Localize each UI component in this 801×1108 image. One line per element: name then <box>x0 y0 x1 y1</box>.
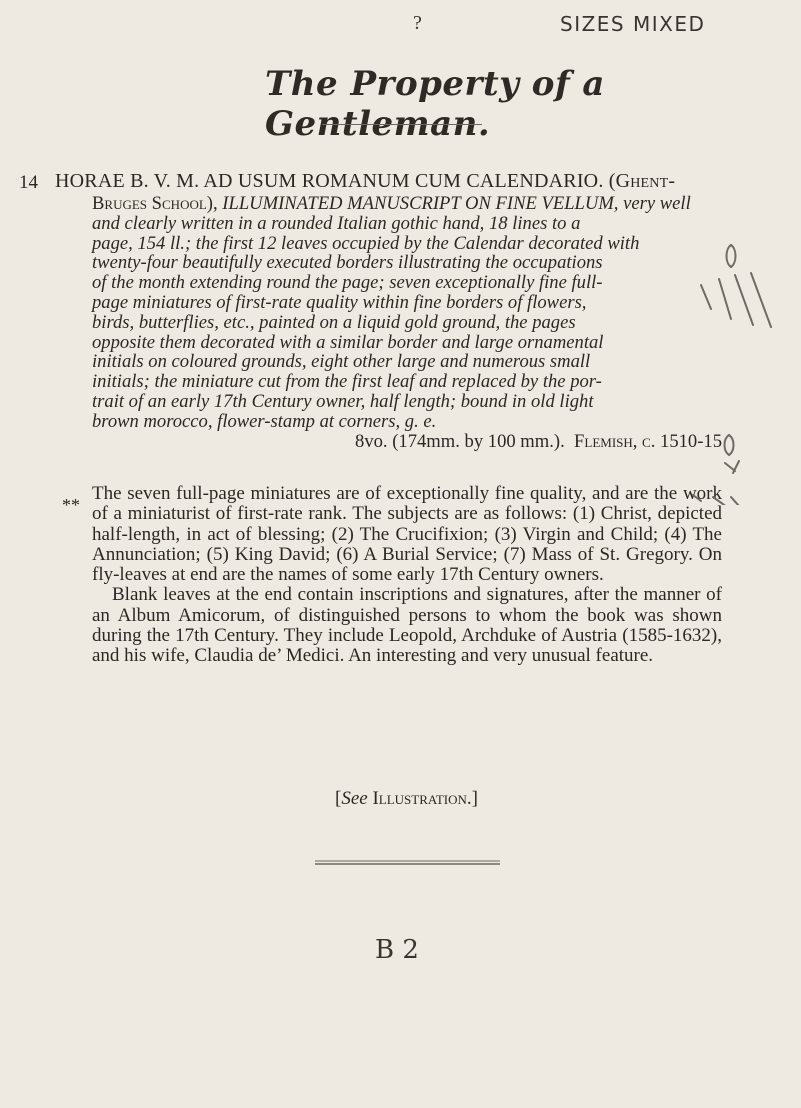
description-line: page, 154 ll.; the first 12 leaves occupied by the Calendar decorated with <box>92 232 640 254</box>
attribution: Flemish, c. 1510-15 <box>574 430 722 452</box>
lot-note <box>92 484 722 667</box>
description-line: trait of an early 17th Century owner, half length; bound in old light <box>92 390 594 412</box>
page-signature: B 2 <box>375 935 419 965</box>
illustration-word: Illustration. <box>372 788 472 809</box>
description-line: page miniatures of first-rate quality within fine borders of flowers, <box>92 291 587 313</box>
pencil-annotation-icon <box>631 205 781 505</box>
lot-title-main: HORAE B. V. M. AD USUM ROMANUM CUM CALENDARIO. <box>55 170 604 192</box>
lot-title <box>55 170 775 193</box>
description-line <box>92 194 722 214</box>
description-line: and clearly written in a rounded Italian gothic hand, 18 lines to a <box>92 212 581 234</box>
note-paragraph: Blank leaves at the end contain inscriptions and signatures, after the manner of an Album Amicorum, of distinguished persons to whom the book was shown during the 17th Century. They include Leopold, Archduke of Austria (1585-1632), and his wife, Claudia de’ Medici. An interesting and very unusual feature. <box>92 584 722 667</box>
lot-description <box>92 194 722 451</box>
format-line <box>92 432 722 452</box>
header-label: SIZES MIXED <box>560 12 706 36</box>
note-paragraph: The seven full-page miniatures are of exceptionally fine quality, and are the work of a miniaturist of first-rate rank. The subjects are as follows: (1) Christ, depicted half-length, in act of blessing; (2) The Crucifixion; (3) Virgin and Child; (4) The Annunciation; (5) King David; (6) A Burial Service; (7) Mass of St. Gregory. On fly-leaves at end are the names of some early 17th Century owners. <box>92 483 722 586</box>
ornament-rule <box>315 858 500 868</box>
description-line: of the month extending round the page; seven exceptionally fine full- <box>92 272 603 294</box>
description-line: twenty-four beautifully executed borders illustrating the occupations <box>92 252 603 274</box>
format-size: 8vo. (174mm. by 100 mm.). <box>355 430 565 452</box>
description-line-text: ILLUMINATED MANUSCRIPT ON FINE VELLUM, very well <box>222 193 691 214</box>
description-line: birds, butterflies, etc., painted on a liquid gold ground, the pages <box>92 311 576 333</box>
header-mark: ? <box>413 12 422 34</box>
description-line: initials; the miniature cut from the first leaf and replaced by the por- <box>92 371 602 393</box>
heading-rule <box>322 124 482 125</box>
illustration-reference: [See Illustration.] <box>335 788 478 809</box>
school-name: Bruges School), <box>92 193 218 214</box>
note-marker: ** <box>62 495 80 515</box>
see-word: See <box>341 788 368 809</box>
section-heading: The Property of a Gentleman. <box>265 64 605 144</box>
page-header <box>0 12 801 36</box>
description-line: initials on coloured grounds, eight other large and numerous small <box>92 351 591 373</box>
lot-number: 14 <box>19 172 38 193</box>
description-line: brown morocco, flower-stamp at corners, g. e. <box>92 410 437 432</box>
lot-title-school: (Ghent- <box>608 170 676 192</box>
description-line: opposite them decorated with a similar border and large ornamental <box>92 331 604 353</box>
